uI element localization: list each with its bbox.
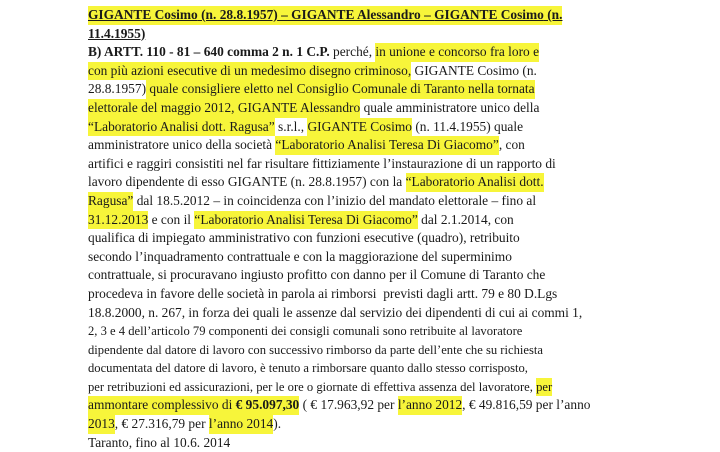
text-run: procedeva in favore delle società in parola ai rimborsi previsti dagli artt. 79 e 80 D.Lgs (88, 285, 558, 301)
text-run: 11.4.1955) (88, 25, 146, 41)
text-run: Ragusa” (88, 192, 133, 211)
text-line (88, 378, 648, 397)
text-run: ammontare complessivo di (88, 396, 236, 415)
text-run: qualifica di impiegato amministrativo con funzioni esecutive (quadro), retribuito (88, 230, 520, 246)
text-line (88, 211, 648, 230)
text-line (88, 6, 648, 25)
text-run: lavoro dipendente di esso GIGANTE (n. 28.8.1957) con la (88, 174, 406, 190)
text-line (88, 80, 648, 99)
text-run: “Laboratorio Analisi Teresa Di Giacomo” (194, 211, 417, 230)
text-line (88, 415, 648, 434)
text-line (88, 155, 648, 174)
text-run: 31.12.2013 (88, 211, 148, 230)
text-run: documentata del datore di lavoro, è tenuto a rimborsare quanto dallo stesso corrisposto, (88, 361, 528, 376)
text-run: secondo l’inquadramento contrattuale e con la maggiorazione del superminimo (88, 248, 512, 264)
text-line (88, 266, 648, 285)
text-run: e con il (148, 211, 195, 227)
text-line (88, 136, 648, 155)
text-run: 28.8.1957) (88, 81, 147, 97)
text-run: GIGANTE Cosimo (n. (411, 62, 537, 78)
text-line (88, 192, 648, 211)
text-run: perché, (329, 44, 376, 60)
text-run: ( € 17.963,92 per (299, 397, 398, 413)
text-run: quale consigliere eletto nel Consiglio Comunale di Taranto (146, 80, 465, 99)
text-line (88, 118, 648, 137)
text-line (88, 359, 648, 378)
document (88, 6, 648, 452)
text-run: GIGANTE Cosimo (434, 6, 544, 25)
text-run: l’anno 2012 (398, 396, 462, 415)
text-line (88, 43, 648, 62)
text-run: (n. 11.4.1955) quale (411, 118, 524, 134)
text-run: contrattuale, si procuravano ingiusto profitto con danno per il Comune di Taranto che (88, 267, 546, 283)
text-line (88, 285, 648, 304)
text-run: € 95.097,30 (236, 396, 300, 415)
text-run: con più azioni esecutive di un medesimo disegno criminoso, (88, 62, 411, 81)
text-line (88, 322, 648, 341)
text-line (88, 434, 648, 452)
text-line (88, 396, 648, 415)
text-run: Taranto, fino al 10.6. 2014 (88, 434, 231, 450)
text-run: GIGANTE Alessandro (235, 99, 361, 118)
text-run: – GIGANTE Alessandro – (278, 6, 434, 25)
text-line (88, 304, 648, 323)
text-line (88, 62, 648, 81)
text-run: per retribuzioni ed assicurazioni, per le ore o giornate di effettiva assenza del lavoratore, (88, 379, 537, 394)
text-run: GIGANTE Cosimo (307, 118, 412, 137)
text-run: , € 49.816,59 per l’anno (462, 397, 591, 413)
text-run: GIGANTE Cosimo (88, 6, 198, 25)
text-run: artifici e raggiri consistiti nel far risultare fittiziamente l’instaurazione di un rapporto di (88, 155, 556, 171)
text-run: B) ARTT. 110 - 81 – 640 comma 2 n. 1 C.P. (88, 44, 330, 60)
text-run: amministratore unico della società (88, 137, 276, 153)
text-run: per (536, 378, 552, 397)
document-header (88, 6, 648, 43)
text-run: ). (273, 416, 282, 432)
text-line (88, 173, 648, 192)
text-run: (n. 28.8.1957) (198, 6, 278, 25)
text-line (88, 99, 648, 118)
text-run: 2, 3 e 4 dell’articolo 79 componenti dei consigli comunali sono retribuite al lavoratore (88, 324, 523, 339)
text-run: (n. (544, 6, 563, 25)
text-run: , con (498, 137, 525, 153)
text-run: dipendente dal datore di lavoro con successivo rimborso da parte dell’ente che su richiesta (88, 342, 543, 357)
text-run: , € 27.316,79 per (114, 416, 209, 432)
text-run: dal 2.1.2014, con (417, 211, 514, 227)
document-body (88, 43, 648, 452)
text-run: s.r.l., (274, 118, 308, 134)
text-run: “Laboratorio Analisi dott. Ragusa” (88, 118, 275, 137)
text-run: 2013 (88, 415, 115, 434)
text-run: dal 18.5.2012 – in coincidenza con l’inizio del mandato elettorale – fino al (133, 192, 537, 208)
text-run: in unione e concorso fra loro e (375, 43, 539, 62)
text-run: nella tornata (465, 80, 535, 99)
text-run: l’anno 2014 (209, 415, 273, 434)
text-run: elettorale del maggio 2012, (88, 99, 235, 118)
text-line (88, 248, 648, 267)
text-line (88, 341, 648, 360)
text-run: 18.8.2000, n. 267, in forza dei quali le assenze dal servizio dei dipendenti di cui ai commi 1, (88, 304, 583, 320)
text-run: “Laboratorio Analisi dott. (406, 173, 544, 192)
text-run: “Laboratorio Analisi Teresa Di Giacomo” (275, 136, 498, 155)
text-run: quale amministratore unico della (360, 99, 540, 115)
text-line (88, 229, 648, 248)
text-line (88, 25, 648, 44)
